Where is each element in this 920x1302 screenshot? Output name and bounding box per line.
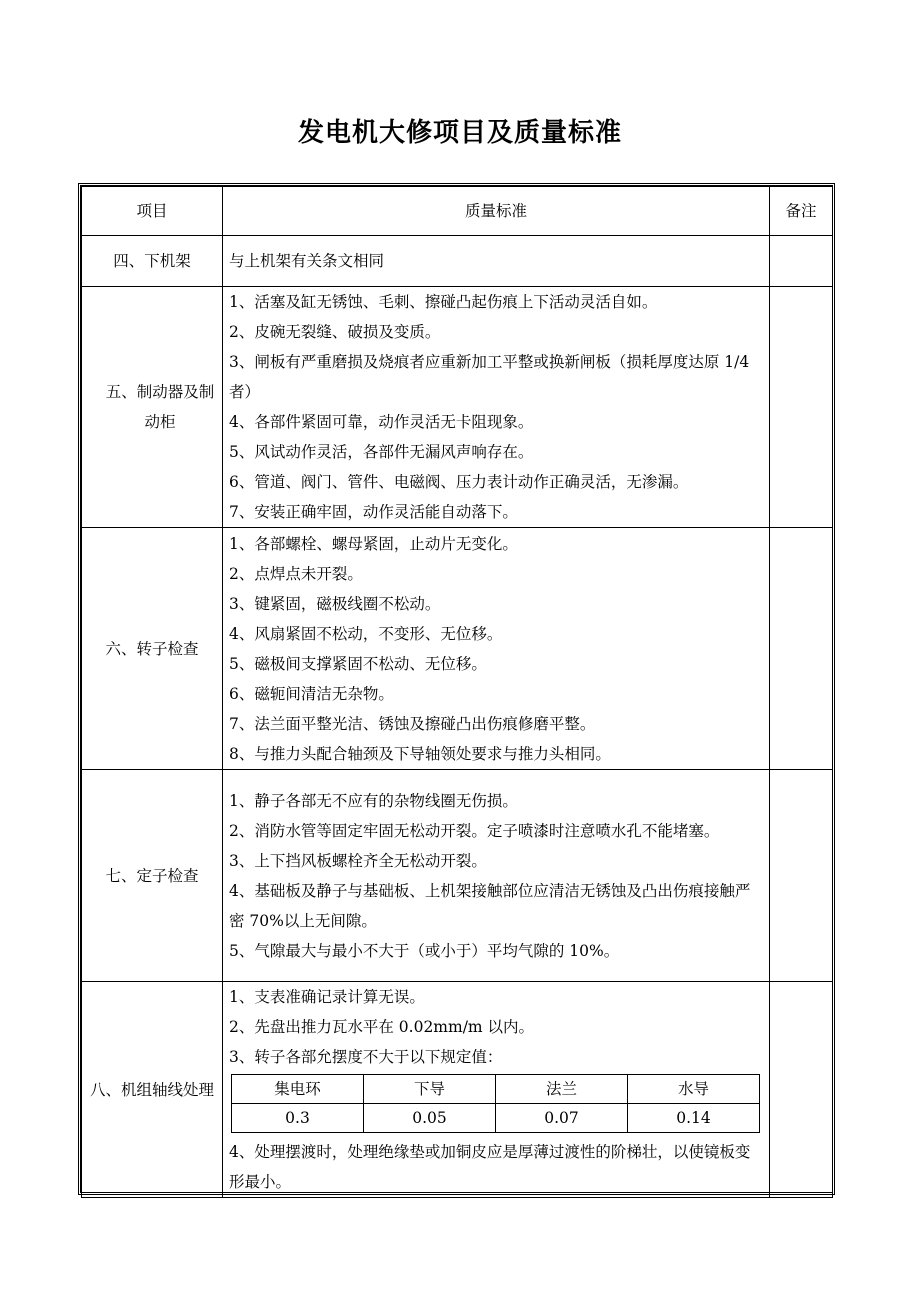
row-item: 四、下机架 bbox=[82, 236, 223, 287]
page-title: 发电机大修项目及质量标准 bbox=[297, 118, 622, 148]
row-item: 八、机组轴线处理 bbox=[82, 982, 223, 1198]
table-header-row bbox=[82, 187, 833, 236]
standard-line: 2、点焊点未开裂。 bbox=[229, 564, 363, 583]
standard-line: 6、管道、阀门、管件、电磁阀、压力表计动作正确灵活，无渗漏。 bbox=[229, 473, 689, 491]
sub-header-cell: 法兰 bbox=[496, 1075, 628, 1104]
row-item: 七、定子检查 bbox=[82, 770, 223, 982]
standard-line: 与上机架有关条文相同 bbox=[229, 252, 385, 270]
standard-line: 1、支表准确记录计算无误。 bbox=[229, 988, 425, 1006]
standard-line: 7、安装正确牢固，动作灵活能自动落下。 bbox=[229, 503, 518, 521]
standard-line: 1、各部螺栓、螺母紧固，止动片无变化。 bbox=[229, 534, 518, 553]
standard-line: 3、闸板有严重磨损及烧痕者应重新加工平整或换新闸板（损耗厚度达原 1/4 者） bbox=[229, 353, 750, 401]
standard-line: 6、磁轭间清洁无杂物。 bbox=[229, 684, 394, 703]
standard-line: 3、转子各部允摆度不大于以下规定值： bbox=[229, 1048, 503, 1066]
standard-line: 5、磁极间支撑紧固不松动、无位移。 bbox=[229, 654, 487, 673]
sub-value-cell: 0.14 bbox=[628, 1104, 760, 1133]
standard-line: 7、法兰面平整光洁、锈蚀及擦碰凸出伤痕修磨平整。 bbox=[229, 714, 596, 733]
sub-header-row bbox=[232, 1075, 760, 1104]
row-item-label: 五、制动器及制动柜 bbox=[105, 383, 215, 431]
quality-standard-table bbox=[81, 186, 833, 1198]
row-note bbox=[770, 528, 833, 770]
standard-line: 4、基础板及静子与基础板、上机架接触部位应清洁无锈蚀及凸出伤痕接触严密 70%以上无间隙。 bbox=[229, 881, 751, 930]
sub-value-row bbox=[232, 1104, 760, 1133]
standard-line: 4、处理摆渡时，处理绝缘垫或加铜皮应是厚薄过渡性的阶梯壮，以使镜板变形最小。 bbox=[229, 1143, 751, 1191]
sub-header-cell: 集电环 bbox=[232, 1075, 364, 1104]
table-row bbox=[82, 528, 833, 770]
row-standard bbox=[223, 770, 770, 982]
table-row bbox=[82, 770, 833, 982]
row-note bbox=[770, 236, 833, 287]
standard-line: 3、键紧固，磁极线圈不松动。 bbox=[229, 594, 441, 613]
standard-line: 2、先盘出推力瓦水平在 0.02mm/m 以内。 bbox=[229, 1018, 535, 1036]
row-note bbox=[770, 287, 833, 528]
table-row bbox=[82, 236, 833, 287]
standard-line: 2、消防水管等固定牢固无松动开裂。定子喷漆时注意喷水孔不能堵塞。 bbox=[229, 821, 720, 840]
header-standard: 质量标准 bbox=[223, 187, 770, 236]
standard-line: 1、活塞及缸无锈蚀、毛刺、擦碰凸起伤痕上下活动灵活自如。 bbox=[229, 293, 658, 311]
row-standard bbox=[223, 287, 770, 528]
header-item: 项目 bbox=[82, 187, 223, 236]
header-note: 备注 bbox=[770, 187, 833, 236]
standard-line: 4、风扇紧固不松动，不变形、无位移。 bbox=[229, 624, 503, 643]
standard-line: 8、与推力头配合轴颈及下导轴领处要求与推力头相同。 bbox=[229, 744, 611, 763]
table-row bbox=[82, 982, 833, 1198]
sub-value-cell: 0.07 bbox=[496, 1104, 628, 1133]
standard-line: 4、各部件紧固可靠，动作灵活无卡阻现象。 bbox=[229, 413, 534, 431]
row-standard bbox=[223, 982, 770, 1198]
row-standard bbox=[223, 236, 770, 287]
standard-line: 2、皮碗无裂缝、破损及变质。 bbox=[229, 323, 441, 341]
standard-line: 5、风试动作灵活，各部件无漏风声响存在。 bbox=[229, 443, 534, 461]
row-standard bbox=[223, 528, 770, 770]
row-item: 六、转子检查 bbox=[82, 528, 223, 770]
table-row bbox=[82, 287, 833, 528]
row-item bbox=[82, 287, 223, 528]
sub-value-cell: 0.05 bbox=[364, 1104, 496, 1133]
standard-line: 1、静子各部无不应有的杂物线圈无伤损。 bbox=[229, 791, 518, 810]
row-note bbox=[770, 770, 833, 982]
sub-value-cell: 0.3 bbox=[232, 1104, 364, 1133]
runout-limits-table bbox=[231, 1074, 760, 1133]
standard-line: 5、气隙最大与最小不大于（或小于）平均气隙的 10%。 bbox=[229, 941, 620, 960]
standard-line: 3、上下挡风板螺栓齐全无松动开裂。 bbox=[229, 851, 487, 870]
sub-header-cell: 下导 bbox=[364, 1075, 496, 1104]
sub-header-cell: 水导 bbox=[628, 1075, 760, 1104]
row-note bbox=[770, 982, 833, 1198]
